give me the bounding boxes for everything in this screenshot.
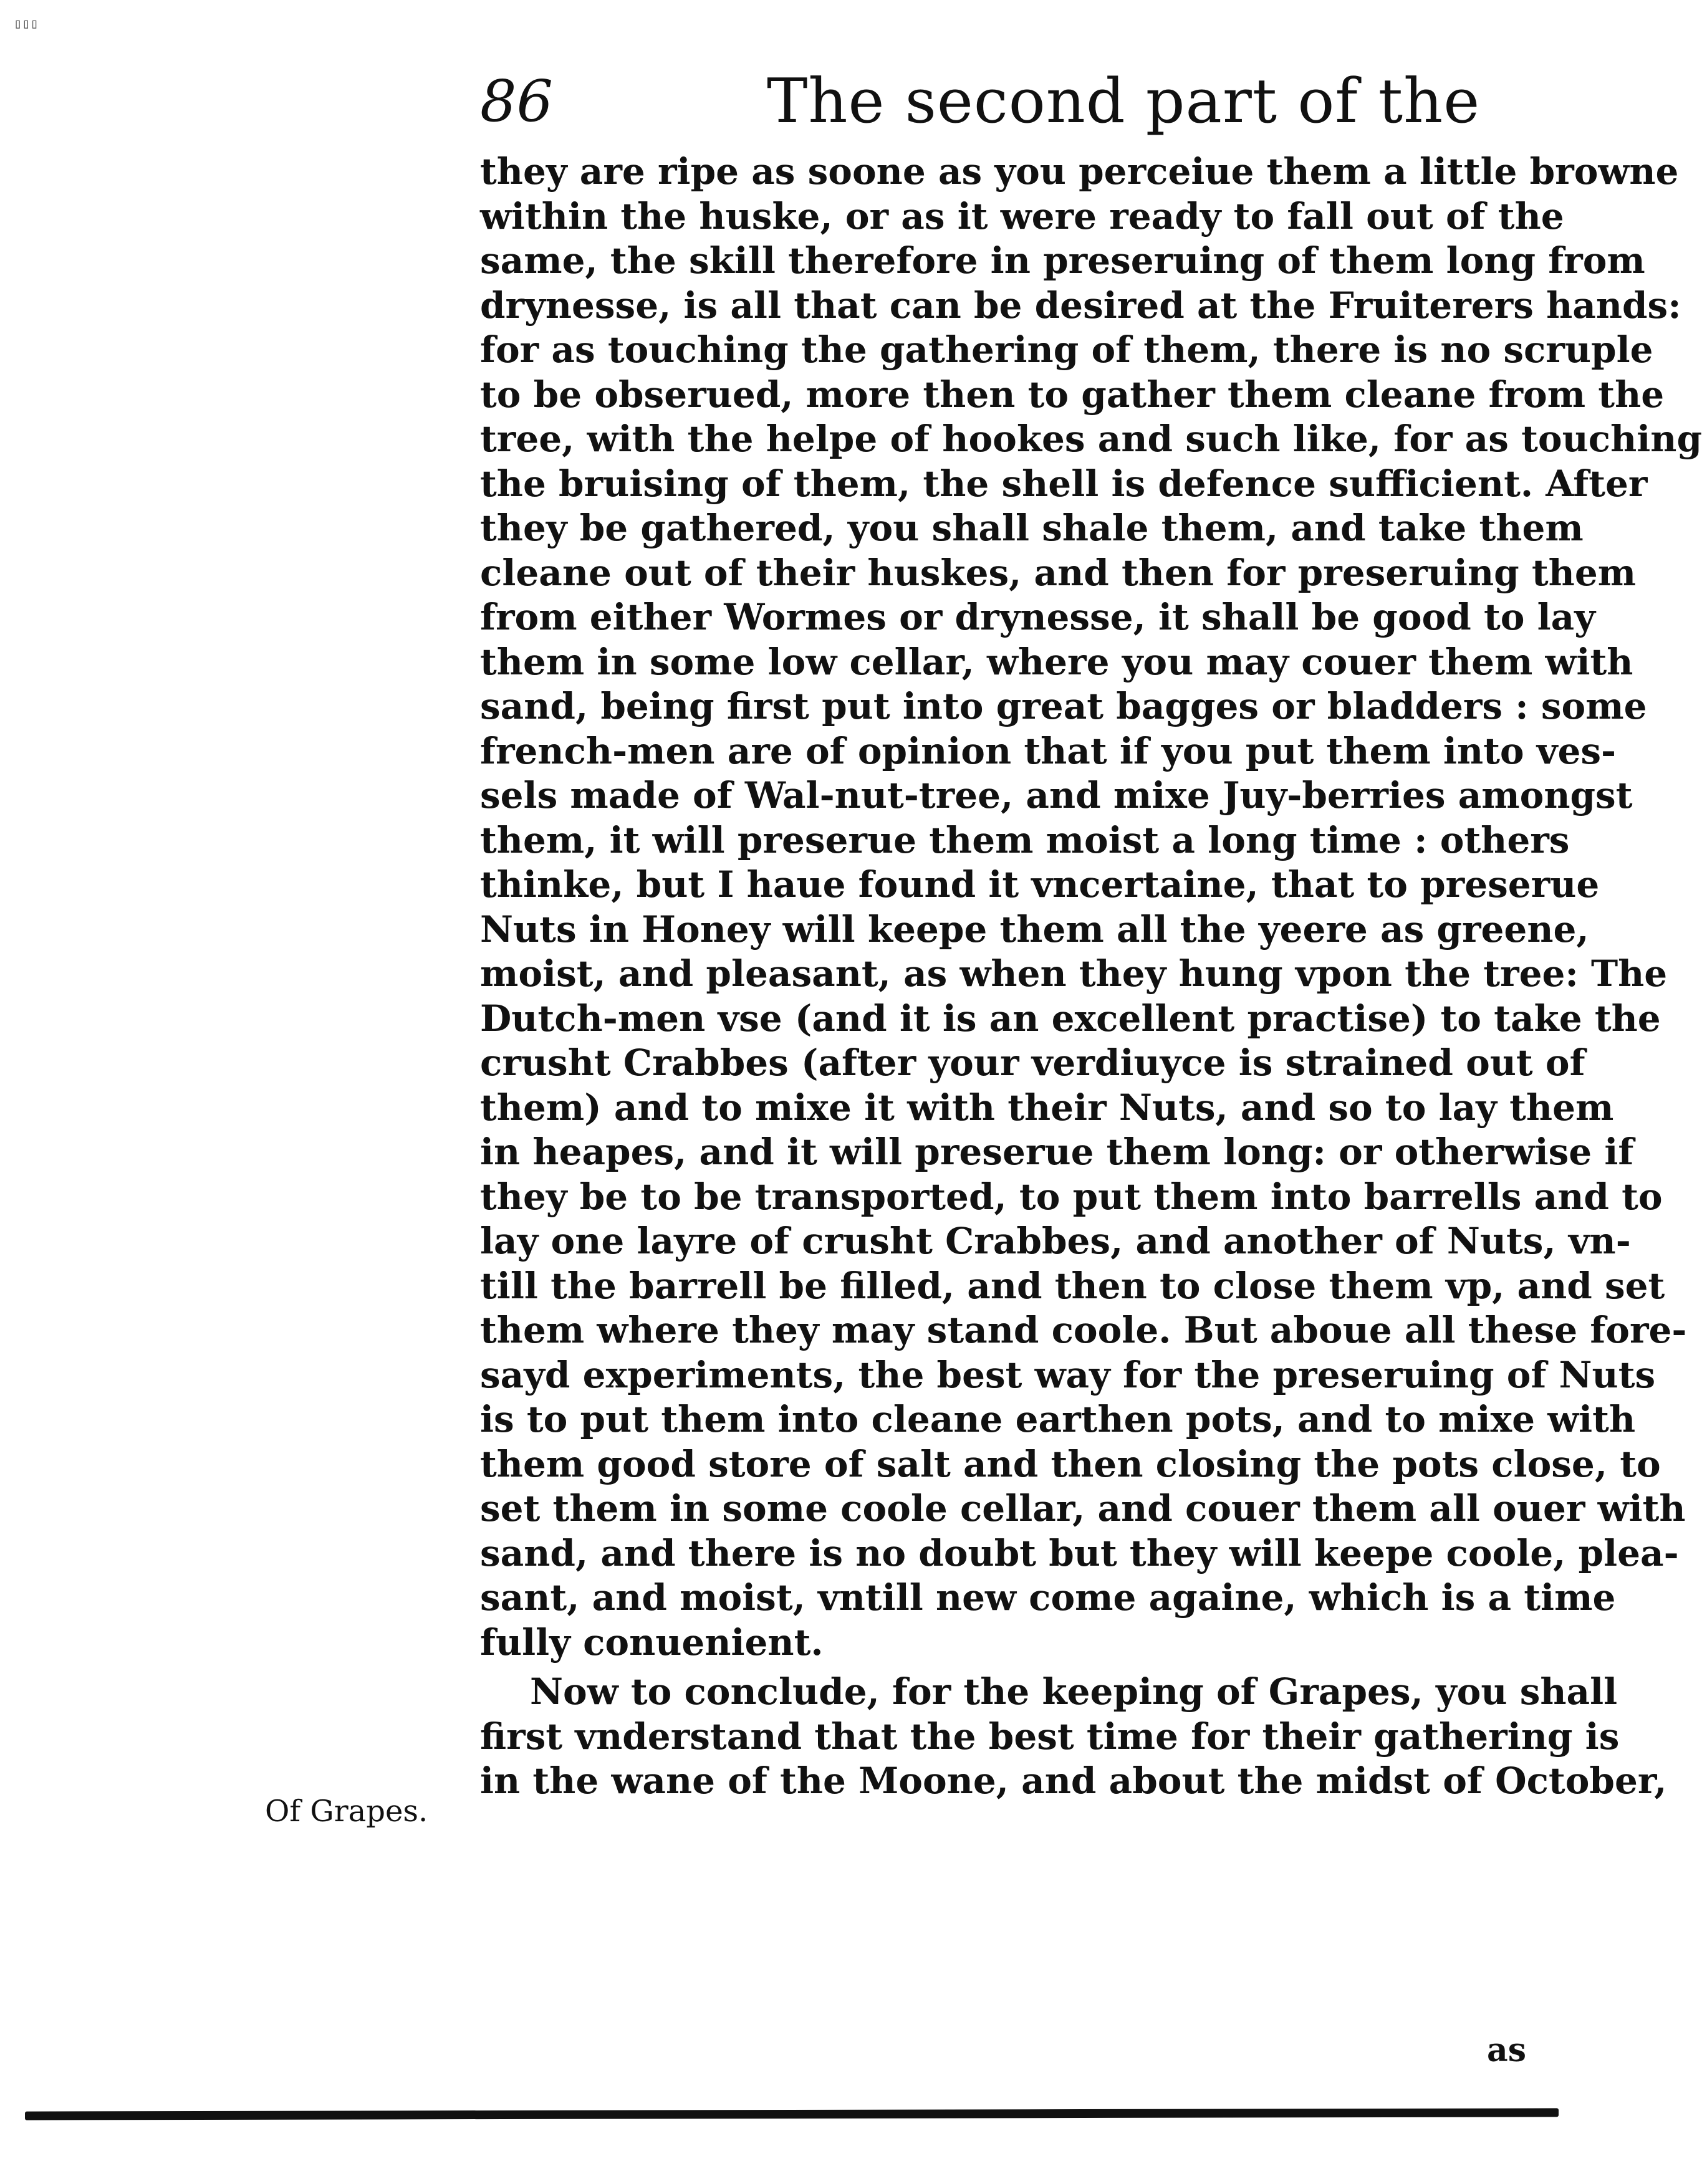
text-line: they are ripe as soone as you perceiue them a little browne — [480, 150, 1679, 193]
text-line: Now to conclude, for the keeping of Grapes, you shall — [530, 1670, 1618, 1713]
text-line: first vnderstand that the best time for their gathering is — [480, 1715, 1620, 1758]
text-line: in the wane of the Moone, and about the midst of October, — [480, 1760, 1667, 1802]
text-line: them) and to mixe it with their Nuts, and so to lay them — [480, 1086, 1614, 1129]
text-line: them good store of salt and then closing the pots close, to — [480, 1442, 1661, 1485]
text-line: to be obserued, more then to gather them cleane from the — [480, 373, 1665, 416]
text-line: french-men are of opinion that if you put them into ves- — [480, 729, 1617, 772]
text-line: them where they may stand coole. But aboue all these fore- — [480, 1309, 1687, 1351]
text-line: them, it will preserue them moist a long time : others — [480, 818, 1570, 861]
margin-note: Of Grapes. — [265, 1794, 428, 1829]
text-line: sant, and moist, vntill new come againe, which is a time — [480, 1576, 1616, 1619]
text-line: set them in some coole cellar, and couer them all ouer with — [480, 1487, 1686, 1530]
text-line: fully conuenient. — [480, 1621, 824, 1664]
text-line: in heapes, and it will preserue them long: or otherwise if — [480, 1131, 1634, 1173]
text-line: sels made of Wal-nut-tree, and mixe Juy-berries amongst — [480, 774, 1633, 817]
text-line: they be to be transported, to put them into barrells and to — [480, 1175, 1663, 1218]
text-line: within the huske, or as it were ready to fall out of the — [480, 194, 1564, 237]
catchword: as — [1487, 2031, 1526, 2069]
paragraph-gap — [480, 1665, 1534, 1670]
text-line: they be gathered, you shall shale them, and take them — [480, 507, 1584, 549]
text-line: moist, and pleasant, as when they hung vpon the tree: The — [480, 952, 1668, 995]
text-line: same, the skill therefore in preseruing of them long from — [480, 239, 1645, 282]
running-title: The second part of the — [767, 66, 1481, 137]
text-line: drynesse, is all that can be desired at the Fruiterers hands: — [480, 284, 1681, 327]
text-line: for as touching the gathering of them, there is no scruple — [480, 328, 1653, 371]
text-line: thinke, but I haue found it vncertaine, that to preserue — [480, 863, 1600, 906]
text-line: till the barrell be filled, and then to close them vp, and set — [480, 1264, 1665, 1307]
text-line: tree, with the helpe of hookes and such like, for as touching — [480, 418, 1702, 460]
text-line: Dutch-men vse (and it is an excellent practise) to take the — [480, 997, 1661, 1040]
text-line: them in some low cellar, where you may couer them with — [480, 640, 1633, 683]
page-bottom-edge — [25, 2108, 1559, 2120]
main-text-block — [480, 150, 1702, 1804]
text-line: Nuts in Honey will keepe them all the yeere as greene, — [480, 908, 1589, 951]
running-head — [480, 55, 1540, 148]
text-line: from either Wormes or drynesse, it shall be good to lay — [480, 596, 1595, 638]
text-line: the bruising of them, the shell is defence sufficient. After — [480, 462, 1648, 505]
corner-scan-mark: ▯▯▯ — [14, 16, 39, 32]
text-line: sand, being first put into great bagges or bladders : some — [480, 685, 1647, 727]
text-line: crusht Crabbes (after your verdiuyce is strained out of — [480, 1042, 1585, 1084]
text-line: sand, and there is no doubt but they will keepe coole, plea- — [480, 1531, 1679, 1574]
page-number: 86 — [480, 68, 554, 135]
text-line: is to put them into cleane earthen pots, and to mixe with — [480, 1398, 1636, 1440]
text-line: lay one layre of crusht Crabbes, and another of Nuts, vn- — [480, 1220, 1631, 1262]
text-line: sayd experiments, the best way for the preseruing of Nuts — [480, 1353, 1656, 1396]
text-line: cleane out of their huskes, and then for preseruing them — [480, 551, 1637, 594]
